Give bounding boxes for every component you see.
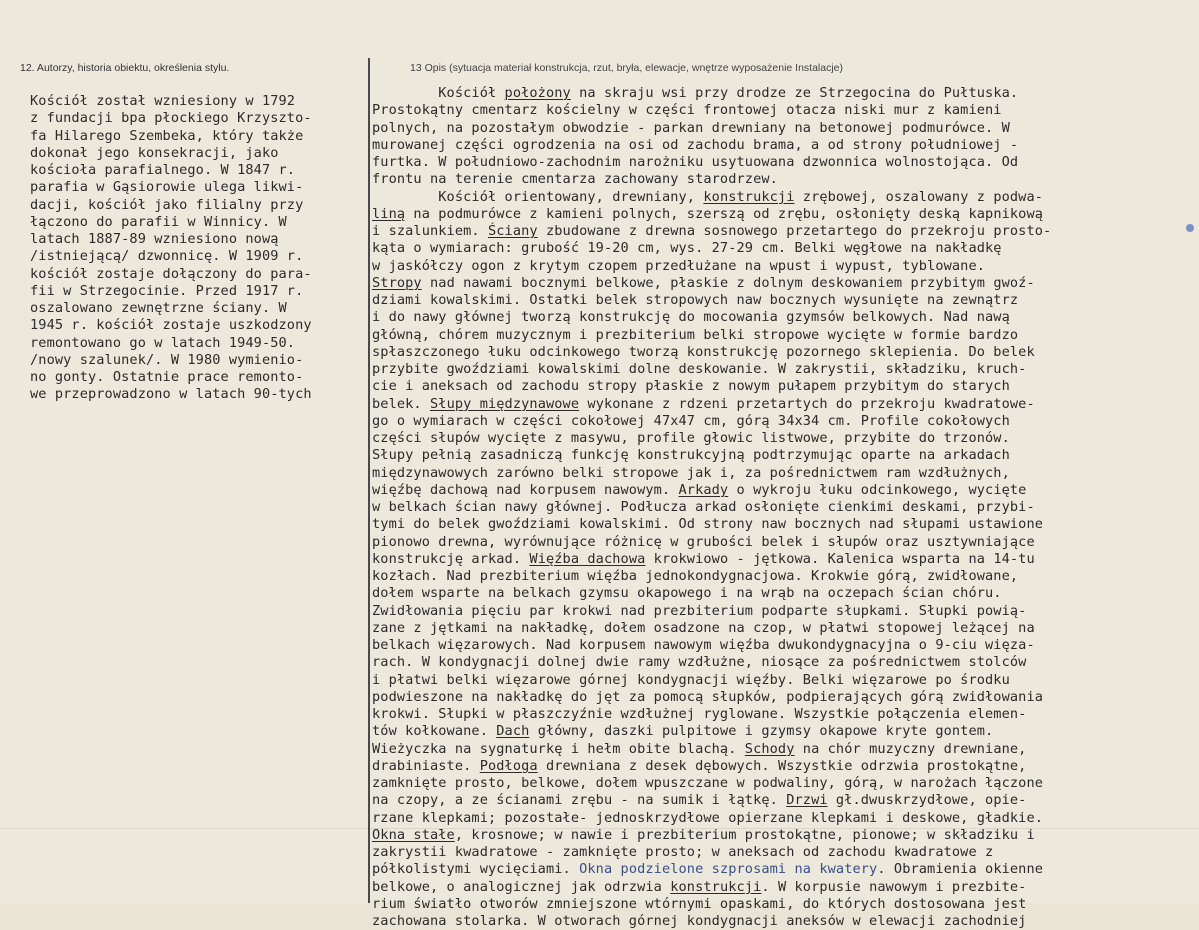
- description-text-line: na czopy, a ze ścianami zrębu - na sumik i łątkę. Drzwi gł.dwuskrzydłowe, opie-: [372, 792, 1027, 809]
- description-text-line: rach. W kondygnacji dolnej dwie ramy wzdłużne, niosące za pośrednictwem stolców: [372, 654, 1027, 671]
- section-12-heading: 12. Autorzy, historia obiektu, określenia stylu.: [20, 62, 230, 74]
- description-text-line: zamknięte prosto, belkowe, dołem wpuszczane w podwaliny, górą, w narożach łączone: [372, 775, 1044, 791]
- description-text-line: w jaskółczy ogon z krytym czopem przedłużane na wpust i wypust, tyblowane.: [372, 257, 986, 274]
- history-text-line: kościół zostaje dołączony do para-: [30, 265, 312, 282]
- description-text-line: drabiniaste. Podłoga drewniana z desek dębowych. Wszystkie odrzwia prostokątne,: [372, 757, 1027, 774]
- description-text-line: Słupy pełnią zasadniczą funkcję konstrukcyjną podtrzymując oparte na arkadach: [372, 447, 1010, 464]
- history-text-line: parafia w Gąsiorowie ulega likwi-: [30, 179, 304, 196]
- description-text-line: Kościół położony na skraju wsi przy drodze ze Strzegocina do Pułtuska.: [372, 85, 1019, 101]
- history-text-line: /nowy szalunek/. W 1980 wymienio-: [30, 351, 304, 368]
- history-text-line: fa Hilarego Szembeka, który także: [30, 127, 304, 144]
- history-text-line: Kościół został wzniesiony w 1792: [30, 93, 296, 109]
- description-text-line: zakrystii kwadratowe - zamknięte prosto; w aneksach od zachodu kwadratowe z: [372, 844, 994, 860]
- description-text-line: polnych, na pozostałym obwodzie - parkan drewniany na betonowej podmurówce. W: [372, 119, 1010, 136]
- description-text-line: i płatwi belki więzarowe górnej kondygnacji więźby. Belki więzarowe po środku: [372, 671, 1010, 688]
- description-text-line: kąta o wymiarach: grubość 19-20 cm, wys. 27-29 cm. Belki węgłowe na nakładkę: [372, 240, 1002, 257]
- description-text-line: Kościół orientowany, drewniany, konstrukcji zrębowej, oszalowany z podwa-: [372, 188, 1044, 205]
- description-text-line: części słupów wycięte z masywu, profile głowic listwowe, przybite do trzonów.: [372, 430, 1010, 446]
- description-text-line: belek. Słupy międzynawowe wykonane z rdzeni przetartych do przekroju kwadratowe-: [372, 395, 1035, 412]
- description-text-line: podwieszone na nakładkę do jęt za pomocą słupków, podpierających górą zwidłowania: [372, 688, 1044, 705]
- description-text-line: pionowo drewna, wyrównujące różnicę w grubości belek i słupów oraz usztywniające: [372, 533, 1035, 550]
- description-text-line: rzane klepkami; pozostałe- jednoskrzydłowe opierzane klepkami i deskowe, gładkie.: [372, 809, 1044, 826]
- description-text-line: belkach więzarowych. Nad korpusem nawowym więźba dwukondygnacyjna o 9-ciu więza-: [372, 637, 1035, 653]
- description-text-line: tów kołkowane. Dach główny, daszki pulpitowe i gzymsy okapowe kryte gontem.: [372, 723, 994, 740]
- page-fold: [0, 828, 1199, 829]
- column-divider: [368, 58, 370, 903]
- description-text-line: spłaszczonego łuku odcinkowego tworzą konstrukcję pozornego sklepienia. Do belek: [372, 343, 1035, 360]
- history-text-line: kościoła parafialnego. W 1847 r.: [30, 162, 296, 178]
- history-text-column: [30, 93, 366, 404]
- description-text-line: główną, chórem muzycznym i prezbiterium belki stropowe wycięte w formie bardzo: [372, 326, 1019, 343]
- description-text-line: konstrukcję arkad. Więźba dachowa krokwiowo - jętkowa. Kalenica wsparta na 14-tu: [372, 550, 1035, 567]
- description-text-line: międzynawowych zarówno belki stropowe jak i, za pośrednictwem ram wzdłużnych,: [372, 464, 1010, 481]
- description-text-line: więźbę dachową nad korpusem nawowym. Arkady o wykroju łuku odcinkowego, wycięte: [372, 481, 1027, 498]
- history-text-line: 1945 r. kościół zostaje uszkodzony: [30, 317, 312, 334]
- description-text-line: zane z jętkami na nakładkę, dołem osadzone na czop, w płatwi stopowej leżącej na: [372, 619, 1035, 636]
- description-text-line: kozłach. Nad prezbiterium więźba jednokondygnacjowa. Krokwie górą, zwidłowane,: [372, 568, 1019, 584]
- description-text-line: zachowana stolarka. W otworach górnej kondygnacji aneksów w elewacji zachodniej: [372, 913, 1027, 929]
- description-text-line: dołem wsparte na belkach gzymsu okapowego i na wrąb na oczepach ścian chóru.: [372, 585, 1002, 602]
- description-text-line: dziami kowalskimi. Ostatki belek stropowych naw bocznych wysunięte na zewnątrz: [372, 292, 1019, 308]
- description-text-line: Okna stałe, krosnowe; w nawie i prezbiterium prostokątne, pionowe; w składziku i: [372, 826, 1035, 843]
- description-text-line: Prostokątny cmentarz kościelny w części frontowej otacza niski mur z kamieni: [372, 102, 1002, 119]
- description-text-line: furtka. W południowo-zachodnim narożniku usytuowana dzwonnica wolnostojąca. Od: [372, 154, 1019, 170]
- history-text-line: remontowano go w latach 1949-50.: [30, 334, 296, 351]
- description-text-line: przybite gwoździami kowalskimi dolne deskowanie. W zakrystii, składziku, kruch-: [372, 361, 1027, 377]
- description-text-column: [372, 85, 1197, 930]
- description-text-line: półkolistymi wycięciami. Okna podzielone szprosami na kwatery. Obramienia okienne: [372, 861, 1044, 878]
- section-13-heading: 13 Opis (sytuacja materiał konstrukcja, rzut, bryła, elewacje, wnętrze wyposażenie Instalacje): [410, 62, 844, 74]
- description-text-line: Zwidłowania pięciu par krokwi nad prezbiterium podparte słupkami. Słupki powią-: [372, 602, 1027, 619]
- history-text-line: dacji, kościół jako filialny przy: [30, 196, 304, 213]
- description-text-line: i do nawy głównej tworzą konstrukcję do mocowania gzymsów belkowych. Nad nawą: [372, 309, 1010, 326]
- description-text-line: i szalunkiem. Ściany zbudowane z drewna sosnowego przetartego do przekroju prosto-: [372, 223, 1052, 239]
- description-text-line: murowanej części ogrodzenia na osi od zachodu brama, a od strony południowej -: [372, 136, 1019, 153]
- history-text-line: dokonał jego konsekracji, jako: [30, 144, 279, 161]
- description-text-line: frontu na terenie cmentarza zachowany starodrzew.: [372, 171, 778, 188]
- history-text-line: oszalowano zewnętrzne ściany. W: [30, 300, 287, 316]
- history-text-line: latach 1887-89 wzniesiono nową: [30, 231, 279, 247]
- ink-mark: [1186, 224, 1194, 232]
- description-text-line: krokwi. Słupki w płaszczyźnie wzdłużnej ryglowane. Wszystkie połączenia elemen-: [372, 706, 1027, 722]
- description-text-line: w belkach ścian nawy głównej. Podłucza arkad osłonięte cienkimi deskami, przybi-: [372, 499, 1035, 515]
- history-text-line: z fundacji bpa płockiego Krzyszto-: [30, 110, 312, 127]
- history-text-line: we przeprowadzono w latach 90-tych: [30, 386, 312, 403]
- description-text-line: Stropy nad nawami bocznymi belkowe, płaskie z dolnym deskowaniem przybitym gwoź-: [372, 274, 1035, 291]
- description-text-line: go o wymiarach w części cokołowej 47x47 cm, górą 34x34 cm. Profile cokołowych: [372, 412, 1010, 429]
- description-text-line: cie i aneksach od zachodu stropy płaskie z nowym pułapem przybitym do starych: [372, 378, 1010, 395]
- description-text-line: belkowe, o analogicznej jak odrzwia konstrukcji. W korpusie nawowym i prezbite-: [372, 878, 1027, 895]
- description-text-line: rium światło otworów zmniejszone wtórnymi opaskami, do których dostosowana jest: [372, 895, 1027, 912]
- description-text-line: liną na podmurówce z kamieni polnych, szerszą od zrębu, osłonięty deską kapnikową: [372, 205, 1044, 222]
- history-text-line: łączono do parafii w Winnicy. W: [30, 213, 287, 230]
- description-text-line: tymi do belek gwoździami kowalskimi. Od strony naw bocznych nad słupami ustawione: [372, 516, 1044, 533]
- description-text-line: Wieżyczka na sygnaturkę i hełm obite blachą. Schody na chór muzyczny drewniane,: [372, 740, 1027, 757]
- history-text-line: fii w Strzegocinie. Przed 1917 r.: [30, 282, 304, 299]
- history-text-line: /istniejącą/ dzwonnicę. W 1909 r.: [30, 248, 304, 265]
- history-text-line: no gonty. Ostatnie prace remonto-: [30, 369, 304, 385]
